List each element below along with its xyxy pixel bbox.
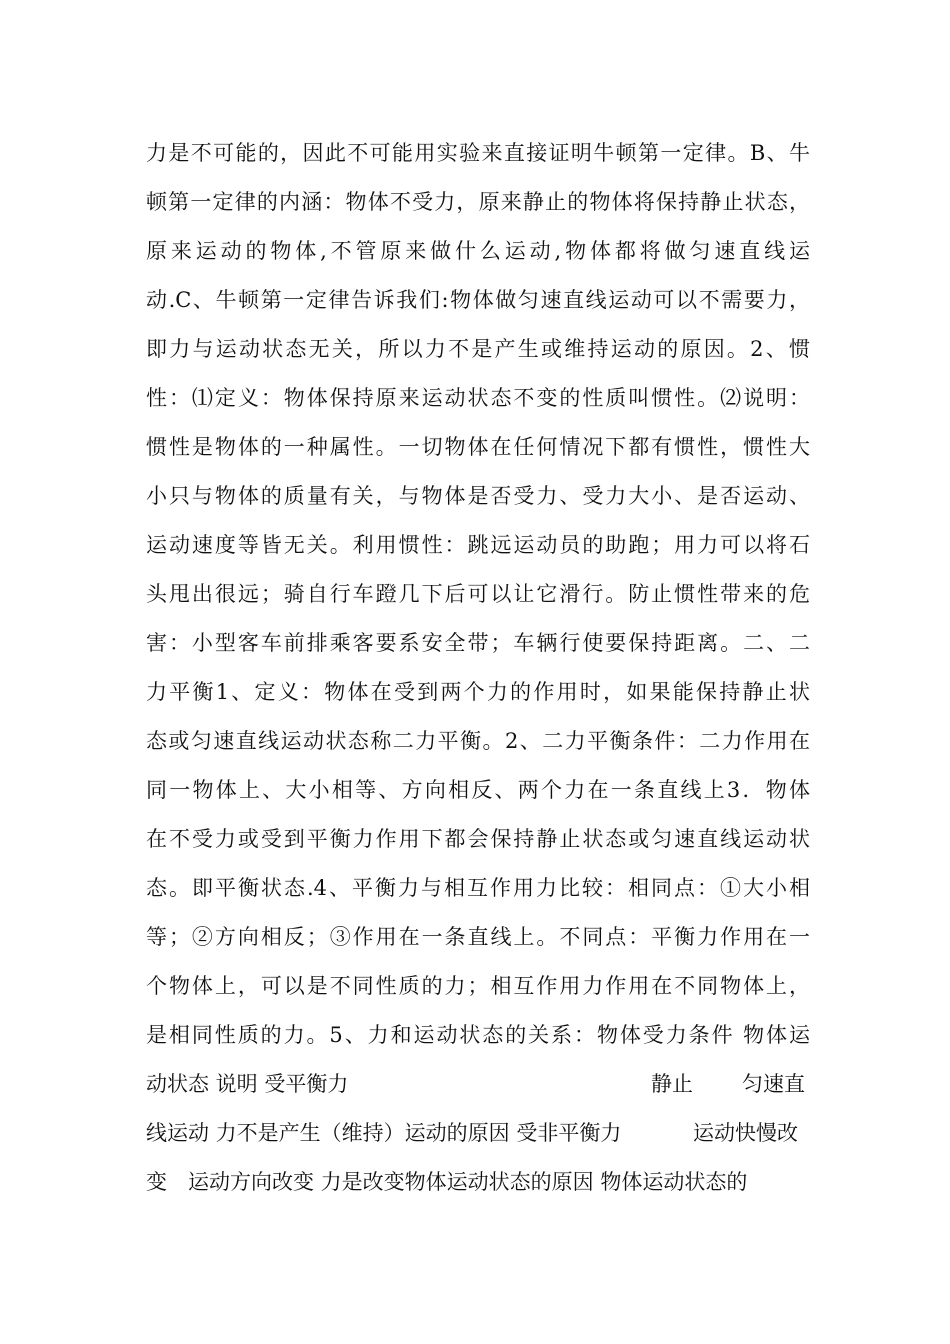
text-line-7: 惯性是物体的一种属性。一切物体在任何情况下都有惯性，惯性大 <box>146 435 810 459</box>
text-line-3: 原来运动的物体,不管原来做什么运动,物体都将做匀速直线运 <box>146 239 810 263</box>
text-line-8: 小只与物体的质量有关，与物体是否受力、受力大小、是否运动、 <box>146 484 810 508</box>
table-cell: 静止 <box>651 1072 693 1096</box>
text-line-19: 是相同性质的力。5、力和运动状态的关系：物体受力条件 物体运 <box>146 1023 810 1047</box>
text-line-4: 动.C、牛顿第一定律告诉我们:物体做匀速直线运动可以不需要力， <box>146 288 810 312</box>
table-text-row-3 <box>146 1158 810 1207</box>
text-line-12: 力平衡1、定义：物体在受到两个力的作用时，如果能保持静止状 <box>146 680 810 704</box>
table-cell: 运动方向改变 力是改变物体运动状态的原因 物体运动状态的 <box>188 1170 748 1194</box>
table-cell: 动状态 说明 受平衡力 <box>146 1072 349 1096</box>
table-cell: 线运动 力不是产生（维持）运动的原因 受非平衡力 <box>146 1121 622 1145</box>
text-line-16: 态。即平衡状态.4、平衡力与相互作用力比较：相同点：①大小相 <box>146 876 810 900</box>
table-cell: 匀速直 <box>742 1072 805 1096</box>
text-line-2: 顿第一定律的内涵：物体不受力，原来静止的物体将保持静止状态， <box>146 190 810 214</box>
text-line-11: 害：小型客车前排乘客要系安全带；车辆行使要保持距离。二、二 <box>146 631 810 655</box>
body-text <box>146 129 810 1207</box>
text-line-13: 态或匀速直线运动状态称二力平衡。2、二力平衡条件：二力作用在 <box>146 729 810 753</box>
table-text-row-2 <box>146 1109 810 1158</box>
text-line-6: 性：⑴定义：物体保持原来运动状态不变的性质叫惯性。⑵说明： <box>146 386 810 410</box>
text-line-17: 等；②方向相反；③作用在一条直线上。不同点：平衡力作用在一 <box>146 925 810 949</box>
text-line-5: 即力与运动状态无关，所以力不是产生或维持运动的原因。2、惯 <box>146 337 810 361</box>
text-line-14: 同一物体上、大小相等、方向相反、两个力在一条直线上3．物体 <box>146 778 810 802</box>
table-cell: 运动快慢改 <box>693 1121 798 1145</box>
text-line-10: 头甩出很远；骑自行车蹬几下后可以让它滑行。防止惯性带来的危 <box>146 582 810 606</box>
text-line-18: 个物体上，可以是不同性质的力；相互作用力作用在不同物体上， <box>146 974 810 998</box>
text-line-15: 在不受力或受到平衡力作用下都会保持静止状态或匀速直线运动状 <box>146 827 810 851</box>
text-line-1: 力是不可能的，因此不可能用实验来直接证明牛顿第一定律。B、牛 <box>146 141 810 165</box>
table-text-row-1 <box>146 1060 810 1109</box>
table-cell: 变 <box>146 1170 167 1194</box>
text-line-9: 运动速度等皆无关。利用惯性：跳远运动员的助跑；用力可以将石 <box>146 533 810 557</box>
